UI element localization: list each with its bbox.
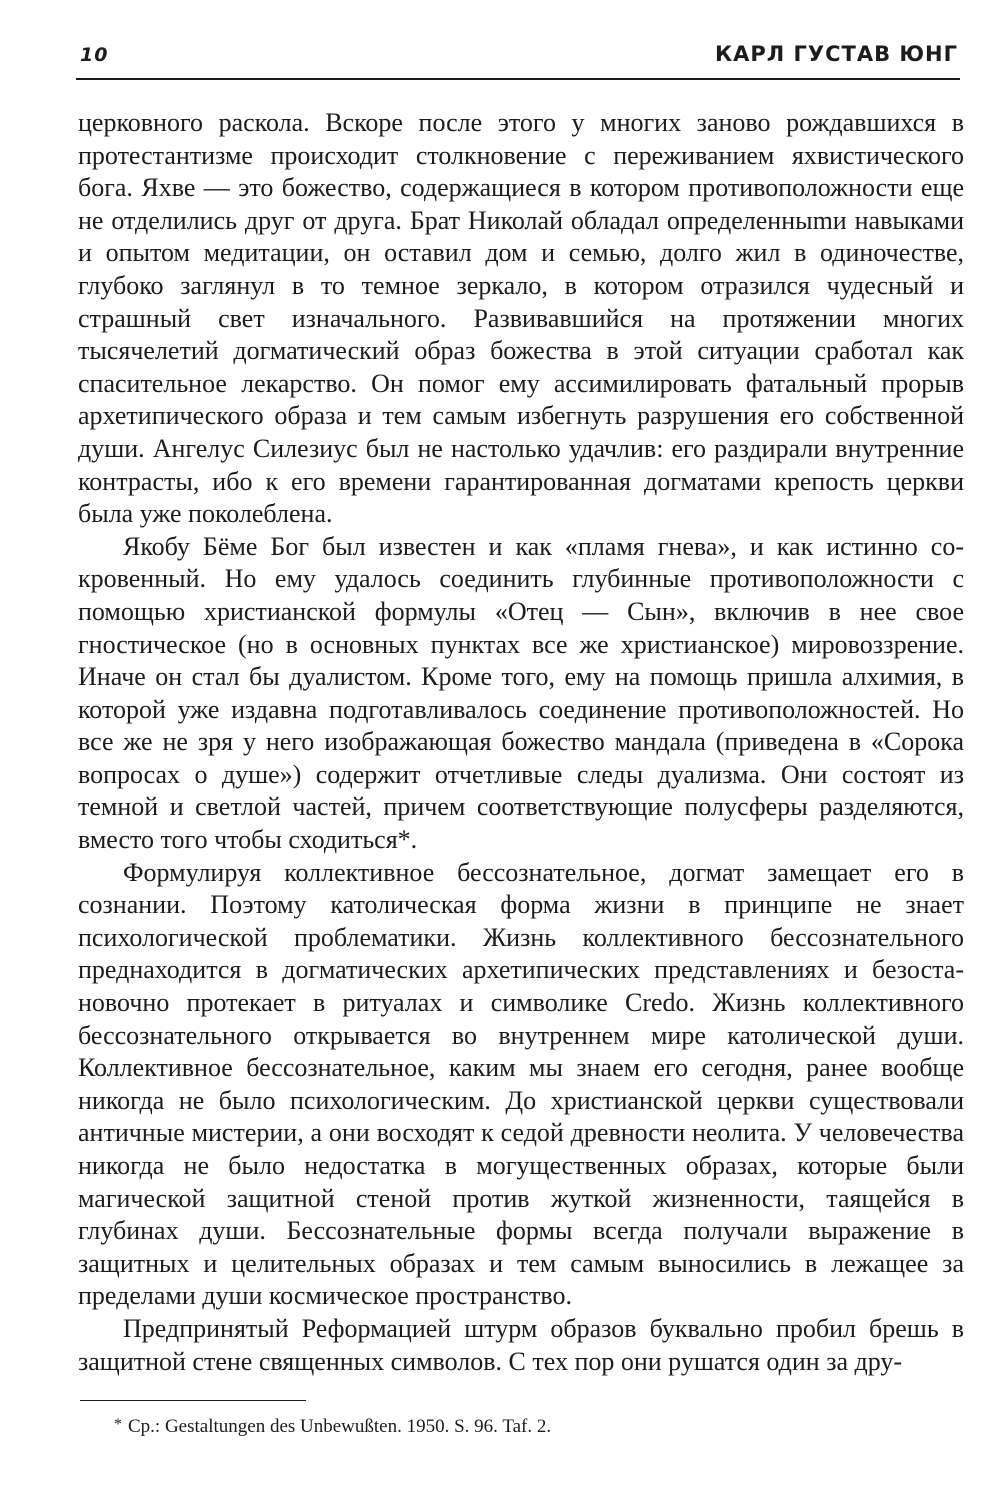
- footnote-divider: [80, 1400, 306, 1401]
- paragraph-2: Якобу Бёме Бог был известен и как «пламя гнева», и как истинно сокровенный. Но ему удалось соединить глубинные противоположности с помощью христианской формулы «Отец — Сын», включив в нее свое гностическое (но в основных пунктах все же христианское) мировоззрение. Иначе он стал бы дуалистом. Кроме того, ему на помощь пришла алхимия, в которой уже издавна подготавливалось соединение противоположностей. Но все же не зря у него изображающая божество мандала (приведена в «Сорока вопросах о душе») содержит отчетливые следы дуализма. Они состоят из темной и светлой частей, причем соответствующие полусферы разделяются, вместо того чтобы сходиться*.: [78, 531, 964, 855]
- footnote-mark: *: [114, 1416, 122, 1433]
- running-head: КАРЛ ГУСТАВ ЮНГ: [714, 42, 958, 66]
- paragraph-3: Формулируя коллективное бессознательное, догмат замещает его в сознании. Поэтому католическая форма жизни в принципе не знает психологической проблематики. Жизнь коллективного бессознательного преднаходится в догматических архетипических представлениях и безостановочно протекает в ритуалах и символике Credo. Жизнь коллективного бессознательного открывается во внутреннем мире католической души. Коллективное бессознательное, каким мы знаем его сегодня, ранее вообще никогда не было психологическим. До христианской церкви существовали античные мистерии, а они восходят к седой древности неолита. У человечества никогда не было недостатка в могущественных образах, которые были магической защитной стеной против жуткой жизненности, таящейся в глубинах души. Бессознательные формы всегда получали выражение в защитных и целительных образах и тем самым выносились в лежащее за пределами души космическое пространство.: [78, 857, 964, 1311]
- page-number: 10: [80, 44, 109, 66]
- paragraph-4: Предпринятый Реформацией штурм образов буквально пробил брешь в защитной стене священных символов. С тех пор они рушатся один за дру-: [78, 1313, 964, 1376]
- page-header: [76, 38, 960, 80]
- footnote: [114, 1415, 551, 1440]
- footnote-text: Ср.: Gestaltungen des Unbewußten. 1950. S. 96. Taf. 2.: [128, 1416, 552, 1437]
- main-text: [78, 107, 964, 1378]
- paragraph-1: церковного раскола. Вскоре после этого у многих заново рождавшихся в протестантизме происходит столкновение с переживанием яхвистического бога. Яхве — это божество, содержащиеся в котором противоположности еще не отделились друг от друга. Брат Николай обладал определенныmи навыками и опытом медитации, он оставил дом и семью, долго жил в одиночестве, глубоко заглянул в то темное зеркало, в котором отразился чудесный и страшный свет изначального. Развивавшийся на протяжении многих тысячелетий догматический образ божества в этой ситуации сработал как спасительное лекарство. Он помог ему ассимилировать фатальный прорыв архетипического образа и тем самым избегнуть разрушения его собственной души. Ангелус Силезиус был не настолько удачлив: его раздирали внутренние контрасты, ибо к его времени гарантированная догматами крепость церкви была уже поколеблена.: [78, 108, 964, 529]
